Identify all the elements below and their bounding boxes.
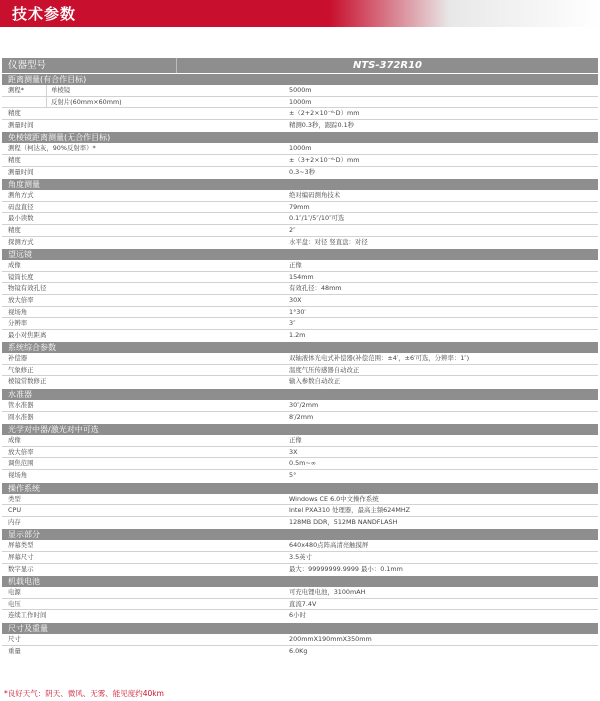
spec-label: 测量时间 (8, 120, 34, 129)
spec-value: 128MB DDR，512MB NANDFLASH (289, 517, 398, 526)
spec-value: 30X (289, 295, 302, 304)
section-title: 免棱镜距离测量(无合作目标) (2, 131, 598, 143)
spec-section (2, 131, 598, 178)
spec-table (2, 58, 598, 657)
section-rows (2, 435, 598, 481)
spec-section (2, 528, 598, 575)
section-title: 角度测量 (2, 178, 598, 190)
title-banner (0, 0, 600, 27)
section-rows (2, 587, 598, 622)
spec-label-group (2, 85, 281, 96)
spec-row (2, 272, 598, 284)
section-title: 机载电池 (2, 575, 598, 587)
spec-sections (2, 73, 598, 657)
spec-label: 码盘直径 (8, 202, 34, 211)
spec-label: 气象修正 (8, 365, 34, 374)
spec-value: 3X (289, 447, 298, 456)
spec-label: 成像 (8, 436, 21, 445)
spec-value: 绝对编码测角技术 (289, 191, 341, 200)
spec-row (2, 505, 598, 517)
spec-row (2, 412, 598, 424)
spec-label: 类型 (8, 494, 21, 503)
section-title: 显示部分 (2, 528, 598, 540)
spec-value: 2″ (289, 225, 296, 234)
spec-row (2, 190, 598, 202)
spec-row (2, 634, 598, 646)
spec-value: Windows CE 6.0中文操作系统 (289, 494, 379, 503)
spec-label: 测程* (8, 86, 24, 94)
spec-label: 物镜有效孔径 (8, 284, 47, 293)
spec-row (2, 494, 598, 506)
spec-value: 0.1″/1″/5″/10″可选 (289, 214, 345, 223)
section-rows (2, 260, 598, 341)
spec-value: Intel PXA310 处理器，最高主频624MHZ (289, 506, 411, 515)
spec-row (2, 610, 598, 622)
spec-label: 内存 (8, 517, 21, 526)
section-title: 望远镜 (2, 248, 598, 260)
spec-row (2, 458, 598, 470)
spec-row (2, 540, 598, 552)
spec-row (2, 202, 598, 214)
spec-row (2, 143, 598, 155)
spec-value: 1000m (289, 97, 312, 106)
spec-row (2, 447, 598, 459)
spec-row (2, 260, 598, 272)
spec-label: 精度 (8, 155, 21, 164)
spec-row (2, 517, 598, 529)
spec-label: 视场角 (8, 471, 28, 480)
section-rows (2, 353, 598, 388)
spec-label: 圆水准器 (8, 412, 34, 421)
spec-row (2, 376, 598, 388)
spec-section (2, 482, 598, 529)
spec-row (2, 564, 598, 576)
spec-value: 双轴液体光电式补偿器(补偿范围：±4′，±6′可选，分辨率：1″) (289, 354, 470, 363)
spec-row (2, 85, 598, 97)
spec-value: 可充电锂电池，3100mAH (289, 588, 366, 597)
spec-value: 154mm (289, 272, 314, 281)
spec-label: 测量时间 (8, 167, 34, 176)
spec-row (2, 295, 598, 307)
spec-value: 水平盘：对径 竖直盘：对径 (289, 237, 368, 246)
spec-row (2, 365, 598, 377)
spec-label: 测程（柯达灰，90%反射率）* (8, 144, 96, 153)
spec-label: 管水准器 (8, 401, 34, 410)
header-label: 仪器型号 (8, 60, 47, 71)
spec-label: CPU (8, 506, 21, 515)
spec-value: 1000m (289, 144, 312, 153)
spec-section (2, 622, 598, 657)
spec-label: 调焦范围 (8, 459, 34, 468)
spec-label: 精度 (8, 225, 21, 234)
spec-label: 数字显示 (8, 564, 34, 573)
spec-label: 连续工作时间 (8, 611, 47, 620)
spec-label: 精度 (8, 109, 21, 118)
spec-row (2, 307, 598, 319)
spec-row (2, 225, 598, 237)
spec-row (2, 108, 598, 120)
spec-value: 5000m (289, 86, 312, 94)
spec-section (2, 388, 598, 423)
spec-label: 测角方式 (8, 191, 34, 200)
spec-row (2, 237, 598, 249)
spec-label: 镜筒长度 (8, 272, 34, 281)
spec-row (2, 97, 598, 109)
spec-row (2, 599, 598, 611)
section-rows (2, 85, 598, 131)
spec-value: 3.5英寸 (289, 553, 312, 561)
page-title: 技术参数 (12, 5, 77, 23)
spec-section (2, 423, 598, 481)
spec-row (2, 353, 598, 365)
spec-label: 视场角 (8, 307, 28, 316)
spec-label (2, 97, 46, 108)
spec-value: 1.2m (289, 330, 306, 339)
section-rows (2, 494, 598, 529)
spec-value: 79mm (289, 202, 310, 211)
section-rows (2, 190, 598, 248)
spec-label-group (2, 97, 281, 108)
spec-value: 3″ (289, 319, 296, 328)
spec-label: 棱镜常数修正 (8, 377, 47, 386)
spec-value: 1°30′ (289, 307, 306, 316)
section-title: 水准器 (2, 388, 598, 400)
spec-label: 分辨率 (8, 319, 28, 328)
spec-value: 最大：99999999.9999 最小：0.1mm (289, 564, 403, 573)
model-name: NTS-372R10 (176, 58, 598, 73)
section-title: 系统综合参数 (2, 341, 598, 353)
spec-row (2, 552, 598, 564)
spec-value: 8′/2mm (289, 412, 314, 421)
spec-value: 输入参数自动改正 (289, 377, 341, 386)
spec-row (2, 646, 598, 658)
section-title: 尺寸及重量 (2, 622, 598, 634)
spec-label: 屏幕类型 (8, 541, 34, 550)
spec-row (2, 587, 598, 599)
section-rows (2, 540, 598, 575)
spec-value: ±（3+2×10⁻⁶·D）mm (289, 155, 360, 164)
spec-value: 0.5m~∞ (289, 459, 317, 468)
spec-section (2, 341, 598, 388)
spec-section (2, 575, 598, 622)
spec-value: 30″/2mm (289, 401, 319, 410)
spec-row (2, 435, 598, 447)
spec-label: 重量 (8, 646, 21, 655)
spec-value: 正像 (289, 436, 302, 445)
spec-label: 电源 (8, 588, 21, 597)
spec-value: 精测0.3秒，跟踪0.1秒 (289, 120, 355, 129)
spec-label: 补偿器 (8, 354, 28, 363)
footnote: *良好天气：阴天、微风、无雾、能见度约40km (4, 689, 164, 698)
spec-value: 直流7.4V (289, 599, 317, 608)
spec-row (2, 167, 598, 179)
spec-row (2, 283, 598, 295)
spec-sublabel: 反射片(60mm×60mm) (46, 97, 281, 108)
section-title: 操作系统 (2, 482, 598, 494)
spec-row (2, 120, 598, 132)
spec-value: 640x480点阵高清亮触摸屏 (289, 541, 369, 550)
spec-value: 6.0Kg (289, 646, 308, 655)
spec-section (2, 73, 598, 131)
spec-row (2, 470, 598, 482)
spec-value: 温度气压传感器自动改正 (289, 365, 360, 374)
spec-label: 放大倍率 (8, 447, 34, 456)
spec-label: 屏幕尺寸 (8, 553, 34, 561)
spec-value: 5° (289, 471, 297, 480)
section-title: 距离测量(有合作目标) (2, 73, 598, 85)
section-title: 光学对中器/激光对中可选 (2, 423, 598, 435)
spec-value: 6小时 (289, 611, 306, 620)
spec-label: 成像 (8, 261, 21, 270)
spec-label: 尺寸 (8, 634, 21, 643)
spec-value: 0.3~3秒 (289, 167, 315, 176)
spec-value: 有效孔径：48mm (289, 284, 342, 293)
spec-row (2, 318, 598, 330)
spec-label: 放大倍率 (8, 295, 34, 304)
spec-row (2, 213, 598, 225)
spec-value: 200mmX190mmX350mm (289, 634, 372, 643)
section-rows (2, 143, 598, 178)
spec-value: 正像 (289, 261, 302, 270)
spec-label: 探测方式 (8, 237, 34, 246)
spec-row (2, 400, 598, 412)
spec-value: ±（2+2×10⁻⁶·D）mm (289, 109, 360, 118)
spec-row (2, 155, 598, 167)
spec-sublabel: 单棱镜 (46, 85, 281, 96)
spec-row (2, 330, 598, 342)
spec-label: 最小读数 (8, 214, 34, 223)
spec-label: 最小对焦距离 (8, 330, 47, 339)
spec-section (2, 178, 598, 248)
section-rows (2, 400, 598, 423)
section-rows (2, 634, 598, 657)
spec-label: 电压 (8, 599, 21, 608)
spec-section (2, 248, 598, 341)
table-header (2, 58, 598, 73)
